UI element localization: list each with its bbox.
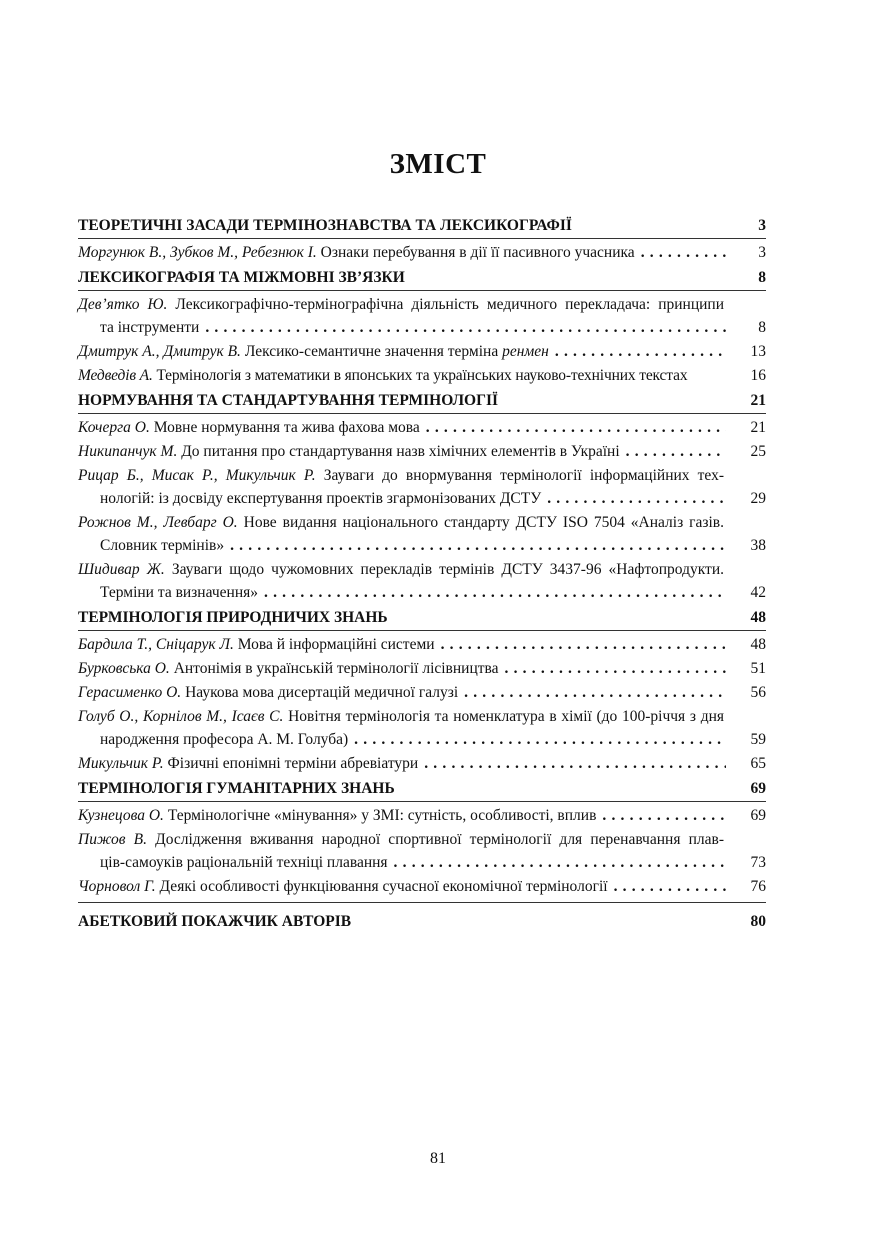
dot-leader xyxy=(435,633,726,656)
section-divider xyxy=(78,902,766,903)
dot-leader xyxy=(258,581,726,604)
section-title: ЛЕКСИКОГРАФІЯ ТА МІЖМОВНІ ЗВ’ЯЗКИ xyxy=(78,269,405,286)
entry-title: До питання про стандартування назв хімічних елементів в Україні xyxy=(181,443,620,460)
entry-page: 21 xyxy=(750,419,766,436)
entry-page: 73 xyxy=(750,854,766,871)
section-divider xyxy=(78,801,766,802)
section-divider xyxy=(78,413,766,414)
toc-entry[interactable] xyxy=(78,828,766,874)
dot-leader xyxy=(596,804,726,827)
entry-title-line2: та інструменти xyxy=(100,319,200,336)
entry-authors: Медведів А. xyxy=(78,367,153,384)
section-title: ТЕОРЕТИЧНІ ЗАСАДИ ТЕРМІНОЗНАВСТВА ТА ЛЕКСИКОГРАФІЇ xyxy=(78,217,572,234)
entry-title: Лексико-семантичне значення терміна xyxy=(244,343,499,360)
toc-entry[interactable] xyxy=(78,241,766,264)
entry-title-line2: ців-самоуків раціональній техніці плавання xyxy=(100,854,388,871)
dot-leader xyxy=(348,728,726,751)
dot-leader xyxy=(549,340,726,363)
toc-entry[interactable] xyxy=(78,340,766,363)
dot-leader xyxy=(199,316,726,339)
toc-entry[interactable] xyxy=(78,558,766,604)
entry-page: 65 xyxy=(750,755,766,772)
entry-authors: Дмитрук А., Дмитрук В. xyxy=(78,343,241,360)
toc-entry[interactable] xyxy=(78,416,766,439)
toc-entry[interactable] xyxy=(78,804,766,827)
entry-title-line1: Лексикографічно-термінографічна діяльність медичного перекладача: принципи xyxy=(175,296,725,313)
dot-leader xyxy=(635,241,726,264)
page-title: ЗМІСТ xyxy=(389,148,487,180)
dot-leader xyxy=(388,851,726,874)
toc-entry[interactable] xyxy=(78,364,766,387)
entry-authors: Бурковська О. xyxy=(78,660,170,677)
entry-page: 56 xyxy=(750,684,766,701)
entry-authors: Чорновол Г. xyxy=(78,878,156,895)
section-divider xyxy=(78,238,766,239)
entry-page: 8 xyxy=(758,319,766,336)
entry-title: Деякі особливості функціювання сучасної економічної термінології xyxy=(159,878,608,895)
dot-leader xyxy=(458,681,726,704)
entry-title-line1: Нове видання національного стандарту ДСТУ ISO 7504 «Аналіз газів. xyxy=(243,514,724,531)
entry-title: Термінологічне «мінування» у ЗМІ: сутність, особливості, вплив xyxy=(167,807,597,824)
entry-authors: Пижов В. xyxy=(78,831,147,848)
entry-page: 48 xyxy=(750,636,766,653)
entry-title-line1: Новітня термінологія та номенклатура в хімії (до 100-річчя з дня xyxy=(288,708,725,725)
toc-entry[interactable] xyxy=(78,752,766,775)
section-title: АБЕТКОВИЙ ПОКАЖЧИК АВТОРІВ xyxy=(78,913,352,930)
toc-entry[interactable] xyxy=(78,464,766,510)
toc-entry[interactable] xyxy=(78,681,766,704)
table-of-contents xyxy=(78,212,766,934)
dot-leader xyxy=(541,487,726,510)
entry-page: 16 xyxy=(750,367,766,384)
toc-section-heading[interactable] xyxy=(78,605,766,630)
entry-page: 25 xyxy=(750,443,766,460)
dot-leader xyxy=(418,752,726,775)
entry-title: Ознаки перебування в дії її пасивного учасника xyxy=(320,244,635,261)
dot-leader xyxy=(224,534,726,557)
entry-title: Мовне нормування та жива фахова мова xyxy=(153,419,420,436)
entry-authors: Герасименко О. xyxy=(78,684,182,701)
toc-section-heading[interactable] xyxy=(78,776,766,801)
entry-page: 76 xyxy=(750,878,766,895)
toc-entry[interactable] xyxy=(78,875,766,898)
section-title: ТЕРМІНОЛОГІЯ ПРИРОДНИЧИХ ЗНАНЬ xyxy=(78,609,388,626)
section-page: 3 xyxy=(758,217,766,234)
section-page: 69 xyxy=(750,780,766,797)
section-divider xyxy=(78,630,766,631)
entry-page: 3 xyxy=(758,244,766,261)
toc-section-heading[interactable] xyxy=(78,213,766,238)
entry-title: Мова й інформаційні системи xyxy=(237,636,435,653)
entry-title: Термінологія з математики в японських та українських науково-технічних текстах xyxy=(156,367,688,384)
entry-authors: Кузнецова О. xyxy=(78,807,164,824)
entry-title-line1: Зауваги щодо чужомовних перекладів термінів ДСТУ 3437-96 «Нафтопродукти. xyxy=(171,561,724,578)
entry-title-line2: народження професора А. М. Голуба) xyxy=(100,731,349,748)
entry-title: Наукова мова дисертацій медичної галузі xyxy=(185,684,459,701)
entry-title-term: ренмен xyxy=(502,343,549,360)
toc-entry[interactable] xyxy=(78,511,766,557)
entry-title-line2: нологій: із досвіду експертування проектів згармонізованих ДСТУ xyxy=(100,490,542,507)
section-page: 48 xyxy=(750,609,766,626)
entry-authors: Рицар Б., Мисак Р., Микульчик Р. xyxy=(78,467,316,484)
entry-title-line2: Словник термінів» xyxy=(100,537,225,554)
entry-authors: Моргунюк В., Зубков М., Ребезнюк І. xyxy=(78,244,317,261)
entry-authors: Дев’ятко Ю. xyxy=(78,296,168,313)
entry-authors: Голуб О., Корнілов М., Ісаєв С. xyxy=(78,708,284,725)
dot-leader xyxy=(620,440,726,463)
entry-title-line1: Зауваги до внормування термінології інформаційних тех- xyxy=(323,467,725,484)
entry-page: 38 xyxy=(750,537,766,554)
entry-page: 51 xyxy=(750,660,766,677)
dot-leader xyxy=(420,416,726,439)
entry-authors: Кочерга О. xyxy=(78,419,150,436)
toc-section-heading[interactable] xyxy=(78,909,766,934)
toc-entry[interactable] xyxy=(78,440,766,463)
entry-page: 42 xyxy=(750,584,766,601)
section-page: 8 xyxy=(758,269,766,286)
toc-entry[interactable] xyxy=(78,293,766,339)
entry-page: 29 xyxy=(750,490,766,507)
entry-title-line1: Дослідження вживання народної спортивної термінології для перенавчання плав- xyxy=(155,831,724,848)
section-divider xyxy=(78,290,766,291)
page-number: 81 xyxy=(430,1150,446,1167)
section-title: НОРМУВАННЯ ТА СТАНДАРТУВАННЯ ТЕРМІНОЛОГІЇ xyxy=(78,392,499,409)
section-title: ТЕРМІНОЛОГІЯ ГУМАНІТАРНИХ ЗНАНЬ xyxy=(78,780,395,797)
entry-title: Антонімія в українській термінології лісівництва xyxy=(173,660,499,677)
section-page: 80 xyxy=(750,913,766,930)
entry-title-line2: Терміни та визначення» xyxy=(100,584,259,601)
dot-leader xyxy=(499,657,726,680)
entry-authors: Рожнов М., Левбарг О. xyxy=(78,514,238,531)
entry-authors: Шидивар Ж. xyxy=(78,561,165,578)
dot-leader xyxy=(608,875,726,898)
toc-entry[interactable] xyxy=(78,633,766,656)
entry-page: 13 xyxy=(750,343,766,360)
toc-entry[interactable] xyxy=(78,705,766,751)
entry-page: 59 xyxy=(750,731,766,748)
entry-page: 69 xyxy=(750,807,766,824)
toc-section-heading[interactable] xyxy=(78,388,766,413)
toc-section-heading[interactable] xyxy=(78,265,766,290)
entry-authors: Микульчик Р. xyxy=(78,755,164,772)
toc-entry[interactable] xyxy=(78,657,766,680)
entry-authors: Бардила Т., Сніцарук Л. xyxy=(78,636,234,653)
entry-authors: Никипанчук М. xyxy=(78,443,178,460)
section-page: 21 xyxy=(750,392,766,409)
entry-title: Фізичні епонімні терміни абревіатури xyxy=(167,755,419,772)
